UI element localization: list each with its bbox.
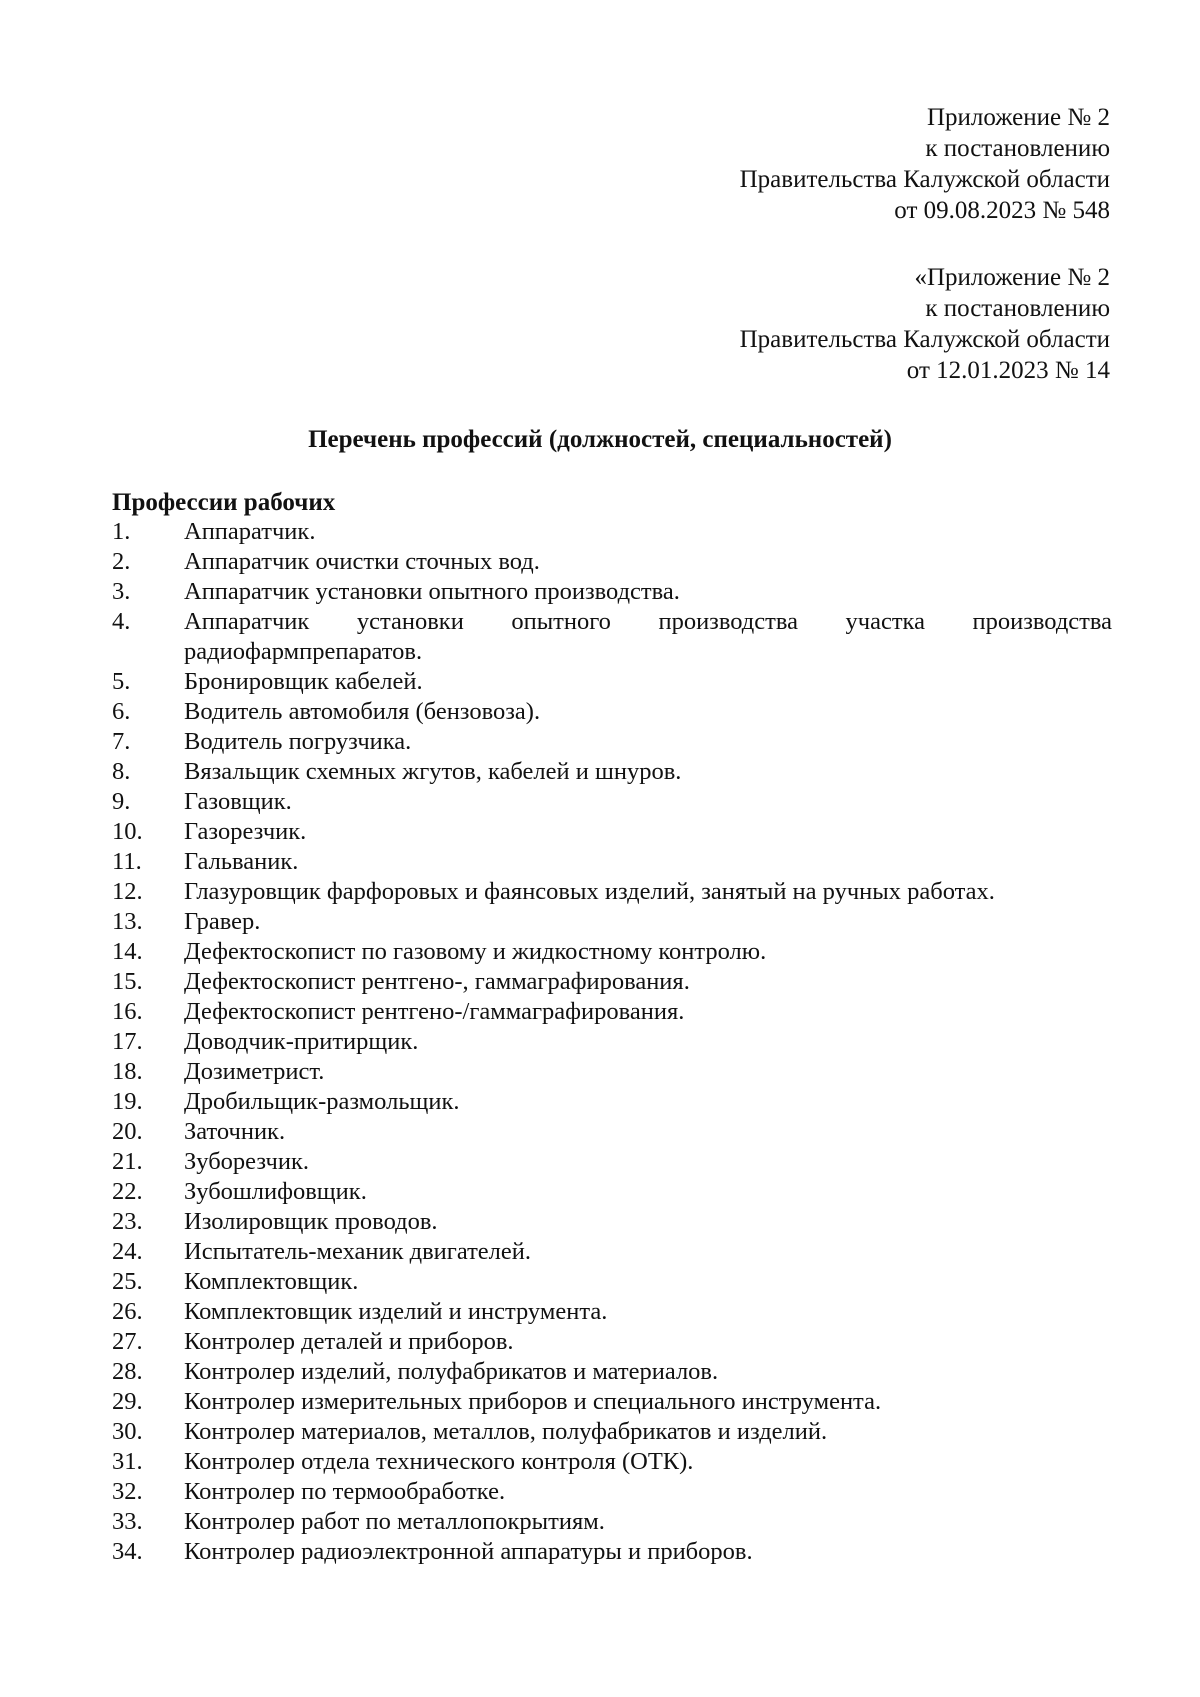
list-item-number: 21. — [112, 1148, 143, 1175]
list-item-number: 11. — [112, 848, 142, 875]
list-item-number: 22. — [112, 1178, 143, 1205]
list-item — [112, 697, 1112, 727]
list-item-text: Гальваник. — [184, 848, 299, 875]
list-item-text: Доводчик-притирщик. — [184, 1028, 419, 1055]
list-item — [112, 1447, 1112, 1477]
list-item-number: 26. — [112, 1298, 143, 1325]
list-item-number: 32. — [112, 1478, 143, 1505]
list-item-text: Контролер измерительных приборов и специального инструмента. — [184, 1388, 882, 1415]
list-item-number: 7. — [112, 728, 131, 755]
appendix-header — [740, 102, 1110, 226]
appendix-line-3: Правительства Калужской области — [739, 166, 1110, 193]
list-item — [112, 1417, 1112, 1447]
list-item-text: Контролер материалов, металлов, полуфабрикатов и изделий. — [184, 1418, 828, 1445]
list-item — [112, 1357, 1112, 1387]
document-title: Перечень профессий (должностей, специальностей) — [308, 426, 892, 453]
list-item-text: Контролер работ по металлопокрытиям. — [184, 1508, 605, 1535]
list-item — [112, 1297, 1112, 1327]
list-item — [112, 727, 1112, 757]
list-item-number: 27. — [112, 1328, 143, 1355]
list-item-number: 13. — [112, 908, 143, 935]
list-item-number: 12. — [112, 878, 143, 905]
list-item-number: 29. — [112, 1388, 143, 1415]
appendix-line-4: от 09.08.2023 № 548 — [894, 197, 1110, 224]
list-item-number: 17. — [112, 1028, 143, 1055]
list-item-number: 33. — [112, 1508, 143, 1535]
list-item — [112, 607, 1112, 667]
original-appendix-line-2: к постановлению — [925, 295, 1110, 322]
list-item — [112, 1087, 1112, 1117]
list-item-number: 3. — [112, 578, 131, 605]
list-item-number: 4. — [112, 608, 131, 635]
list-item — [112, 1267, 1112, 1297]
list-item — [112, 1057, 1112, 1087]
list-item-text: Водитель погрузчика. — [184, 728, 412, 755]
list-item-number: 19. — [112, 1088, 143, 1115]
list-item-number: 5. — [112, 668, 131, 695]
list-item-number: 28. — [112, 1358, 143, 1385]
list-item — [112, 1537, 1112, 1567]
list-item — [112, 1117, 1112, 1147]
list-item-number: 18. — [112, 1058, 143, 1085]
list-item-number: 34. — [112, 1538, 143, 1565]
list-item-number: 14. — [112, 938, 143, 965]
list-item-text: Зуборезчик. — [184, 1148, 309, 1175]
list-item-number: 15. — [112, 968, 143, 995]
list-item-text: Дефектоскопист по газовому и жидкостному контролю. — [184, 938, 767, 965]
list-item-text: Газорезчик. — [184, 818, 307, 845]
list-item-number: 20. — [112, 1118, 143, 1145]
list-item-number: 9. — [112, 788, 131, 815]
list-item — [112, 1207, 1112, 1237]
list-item-text: Аппаратчик установки опытного производства. — [184, 578, 680, 605]
list-item-text: Контролер изделий, полуфабрикатов и материалов. — [184, 1358, 719, 1385]
list-item — [112, 907, 1112, 937]
list-item — [112, 1177, 1112, 1207]
list-item-text: Дробильщик-размольщик. — [184, 1088, 460, 1115]
list-item — [112, 1387, 1112, 1417]
list-item — [112, 1507, 1112, 1537]
original-appendix-line-4: от 12.01.2023 № 14 — [906, 357, 1110, 384]
list-item — [112, 1027, 1112, 1057]
list-item-text: Контролер деталей и приборов. — [184, 1328, 514, 1355]
list-item-text: Глазуровщик фарфоровых и фаянсовых изделий, занятый на ручных работах. — [184, 878, 995, 905]
list-item-text: Гравер. — [184, 908, 261, 935]
list-item-text: Изолировщик проводов. — [184, 1208, 438, 1235]
list-item-number: 6. — [112, 698, 131, 725]
list-item-text: Контролер отдела технического контроля (ОТК). — [184, 1448, 694, 1475]
list-item — [112, 517, 1112, 547]
list-item-text: Бронировщик кабелей. — [184, 668, 423, 695]
list-item-number: 8. — [112, 758, 131, 785]
list-item-number: 23. — [112, 1208, 143, 1235]
list-item — [112, 997, 1112, 1027]
list-item — [112, 937, 1112, 967]
list-item-text: Контролер по термообработке. — [184, 1478, 506, 1505]
list-item-text: Аппаратчик установки опытного производства участка производства радиофармпрепаратов. — [184, 608, 1112, 665]
list-item-text: Дефектоскопист рентгено-/гаммаграфирования. — [184, 998, 685, 1025]
list-item-text: Испытатель-механик двигателей. — [184, 1238, 531, 1265]
original-appendix-line-3: Правительства Калужской области — [739, 326, 1110, 353]
list-item-number: 2. — [112, 548, 131, 575]
appendix-line-2: к постановлению — [925, 135, 1110, 162]
list-item — [112, 667, 1112, 697]
list-item-text: Дефектоскопист рентгено-, гаммаграфирования. — [184, 968, 690, 995]
list-item — [112, 1327, 1112, 1357]
list-item-number: 24. — [112, 1238, 143, 1265]
list-item-number: 16. — [112, 998, 143, 1025]
original-appendix-header — [740, 262, 1110, 386]
list-item — [112, 1237, 1112, 1267]
list-item — [112, 1147, 1112, 1177]
profession-list — [112, 517, 1112, 1567]
list-item-number: 31. — [112, 1448, 143, 1475]
appendix-line-1: Приложение № 2 — [926, 104, 1110, 131]
list-item-number: 10. — [112, 818, 143, 845]
list-item-text: Дозиметрист. — [184, 1058, 325, 1085]
list-item-text: Аппаратчик очистки сточных вод. — [184, 548, 540, 575]
list-item — [112, 577, 1112, 607]
list-item — [112, 1477, 1112, 1507]
list-item-number: 30. — [112, 1418, 143, 1445]
list-item-number: 1. — [112, 518, 131, 545]
list-item-text: Водитель автомобиля (бензовоза). — [184, 698, 541, 725]
list-item — [112, 757, 1112, 787]
list-item-text: Комплектовщик. — [184, 1268, 359, 1295]
list-item — [112, 967, 1112, 997]
list-item — [112, 547, 1112, 577]
list-item-number: 25. — [112, 1268, 143, 1295]
list-item — [112, 877, 1112, 907]
list-item-text: Зубошлифовщик. — [184, 1178, 367, 1205]
original-appendix-line-1: «Приложение № 2 — [914, 264, 1110, 291]
list-item-text: Аппаратчик. — [184, 518, 316, 545]
section-heading: Профессии рабочих — [112, 489, 336, 516]
list-item — [112, 847, 1112, 877]
list-item-text: Комплектовщик изделий и инструмента. — [184, 1298, 608, 1325]
list-item-text: Заточник. — [184, 1118, 286, 1145]
list-item — [112, 787, 1112, 817]
list-item-text: Контролер радиоэлектронной аппаратуры и приборов. — [184, 1538, 753, 1565]
list-item-text: Вязальщик схемных жгутов, кабелей и шнуров. — [184, 758, 682, 785]
list-item — [112, 817, 1112, 847]
list-item-text: Газовщик. — [184, 788, 292, 815]
